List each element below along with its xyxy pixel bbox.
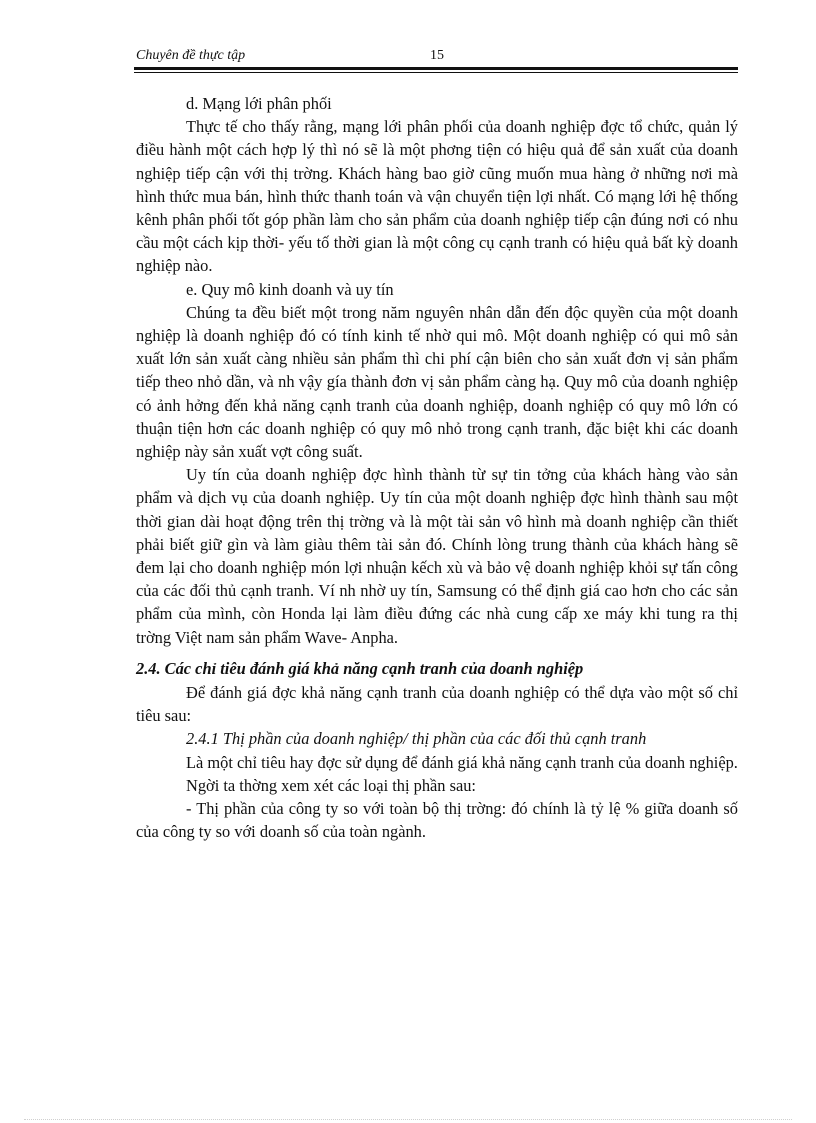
paragraph-reputation: Uy tín của doanh nghiệp đợc hình thành từ sự tin tởng của khách hàng vào sản phẩm và dịch vụ của doanh nghiệp. Uy tín của một doanh nghiệp đợc hình thành sau một thời gian dài hoạt động trên thị trờng và là một tài sản vô hình mà doanh nghiệp cần thiết phải biết giữ gìn và làm giàu thêm tài sản đó. Chính lòng trung thành của khách hàng sẽ đem lại cho doanh nghiệp món lợi nhuận kếch xù và bảo vệ doanh nghiệp khỏi sự tấn công của các đối thủ cạnh tranh. Ví nh nhờ uy tín, Samsung có thể định giá cao hơn cho các sản phẩm của mình, còn Honda lại làm điều đứng các nhà cung cấp xe máy khi tung ra thị trờng Việt nam sản phẩm Wave- Anpha. (136, 465, 738, 647)
subsection-title-scale-reputation: e. Quy mô kinh doanh và uy tín (186, 279, 394, 299)
subsection-heading-2-4-1: 2.4.1 Thị phần của doanh nghiệp/ thị phần của các đối thủ cạnh tranh (186, 729, 647, 749)
subsection-title-distribution: d. Mạng lới phân phối (186, 94, 332, 113)
paragraph-share-types: Ngời ta thờng xem xét các loại thị phần sau: (186, 775, 476, 795)
section-heading-2-4: 2.4. Các chỉ tiêu đánh giá khả năng cạnh tranh của doanh nghiệp (136, 658, 584, 678)
running-header-title: Chuyên đề thực tập (136, 48, 246, 63)
paragraph-market-share: Là một chỉ tiêu hay đợc sử dụng để đánh giá khả năng cạnh tranh của doanh nghiệp. (186, 752, 738, 772)
page-number: 15 (430, 48, 444, 63)
page-bottom-divider (24, 1119, 792, 1120)
page-body (136, 92, 738, 844)
header-rule-thick (134, 67, 738, 70)
paragraph-distribution: Thực tế cho thấy rằng, mạng lới phân phối của doanh nghiệp đợc tổ chức, quản lý điều hành một cách hợp lý thì nó sẽ là một phơng tiện có hiệu quả để sản xuất của doanh nghiệp tiếp cận với thị trờng. Khách hàng bao giờ cũng muốn mua hàng ở những nơi mà hình thức mua bán, hình thức thanh toán và vận chuyển tiện lợi nhất. Có mạng lới hệ thống kênh phân phối tốt góp phần làm cho sản phẩm của doanh nghiệp tiếp cận đúng nơi có nhu cầu một cách kịp thời- yếu tố thời gian là một công cụ cạnh tranh có hiệu quả bất kỳ doanh nghiệp nào. (136, 117, 738, 276)
list-item-total-market-share: - Thị phần của công ty so với toàn bộ thị trờng: đó chính là tỷ lệ % giữa doanh số của công ty so với doanh số của toàn ngành. (136, 799, 738, 842)
paragraph-criteria-intro: Để đánh giá đợc khả năng cạnh tranh của doanh nghiệp có thể dựa vào một số chỉ tiêu sau: (136, 683, 738, 726)
paragraph-scale: Chúng ta đều biết một trong năm nguyên nhân dẫn đến độc quyền của một doanh nghiệp là doanh nghiệp đó có tính kinh tế nhờ qui mô. Một doanh nghiệp có qui mô sản xuất lớn sản xuất càng nhiều sản phẩm thì chi phí cận biên cho sản xuất đơn vị sản phẩm tiếp theo nhỏ dần, và nh vậy gía thành đơn vị sản phẩm càng hạ. Quy mô của doanh nghiệp có ảnh hởng đến khả năng cạnh tranh của doanh nghiệp, doanh nghiệp có quy mô lớn có thuận tiện hơn các doanh nghiệp có quy mô nhỏ trong cạnh tranh, đặc biệt khi các doanh nghiệp này sản xuất vợt công suất. (136, 302, 738, 462)
header-rule-thin (134, 72, 738, 73)
